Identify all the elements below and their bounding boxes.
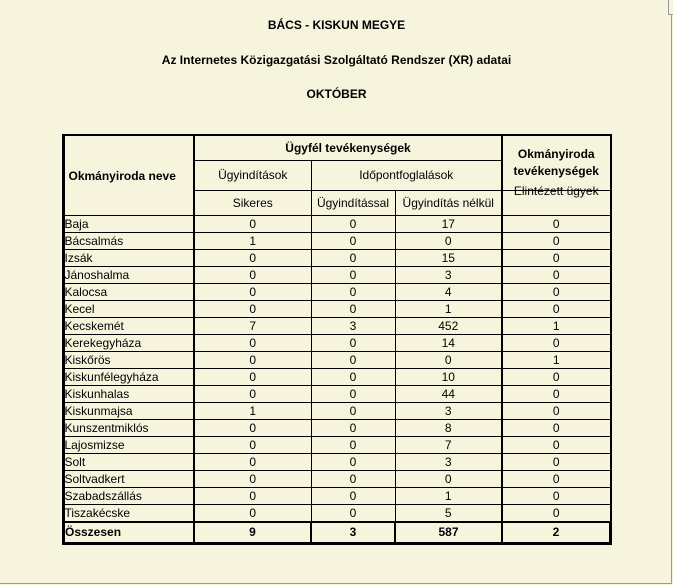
successful-cell: 1 <box>194 403 311 420</box>
successful-cell: 0 <box>194 386 311 403</box>
with-initiation-cell: 0 <box>311 420 395 437</box>
total-with-initiation: 3 <box>311 522 395 543</box>
successful-cell: 7 <box>194 318 311 335</box>
table-row <box>64 335 610 352</box>
completed-cell: 0 <box>502 403 610 420</box>
without-initiation-cell: 3 <box>395 267 502 284</box>
with-initiation-cell: 0 <box>311 471 395 488</box>
office-name-cell: Jánoshalma <box>64 267 194 284</box>
successful-header: Sikeres <box>194 191 311 216</box>
successful-cell: 0 <box>194 488 311 505</box>
page-title: BÁCS - KISKUN MEGYE <box>267 18 406 32</box>
completed-cell: 0 <box>502 233 610 250</box>
with-initiation-cell: 0 <box>311 250 395 267</box>
office-name-cell: Lajosmizse <box>64 437 194 454</box>
table-row <box>64 505 610 523</box>
without-initiation-cell: 0 <box>395 471 502 488</box>
completed-cell: 0 <box>502 284 610 301</box>
successful-cell: 0 <box>194 352 311 369</box>
with-initiation-cell: 0 <box>311 488 395 505</box>
table-row <box>64 437 610 454</box>
successful-cell: 0 <box>194 437 311 454</box>
table-row <box>64 369 610 386</box>
completed-cell: 0 <box>502 420 610 437</box>
successful-cell: 0 <box>194 335 311 352</box>
case-initiations-header: Ügyindítások <box>194 161 311 191</box>
completed-cell: 0 <box>502 216 610 233</box>
table-row <box>64 471 610 488</box>
office-name-cell: Kecel <box>64 301 194 318</box>
successful-cell: 0 <box>194 471 311 488</box>
table-row <box>64 216 610 233</box>
office-name-cell: Kiskunfélegyháza <box>64 369 194 386</box>
client-activities-header: Ügyfél tevékenységek <box>194 136 502 161</box>
without-initiation-cell: 17 <box>395 216 502 233</box>
office-name-cell: Kalocsa <box>64 284 194 301</box>
period-label: OKTÓBER <box>306 87 367 101</box>
office-name-cell: Izsák <box>64 250 194 267</box>
with-initiation-cell: 0 <box>311 233 395 250</box>
office-name-cell: Kiskőrös <box>64 352 194 369</box>
without-initiation-cell: 452 <box>395 318 502 335</box>
with-initiation-cell: 0 <box>311 386 395 403</box>
office-name-cell: Kiskunhalas <box>64 386 194 403</box>
office-name-cell: Soltvadkert <box>64 471 194 488</box>
successful-cell: 0 <box>194 505 311 523</box>
without-initiation-cell: 5 <box>395 505 502 523</box>
with-initiation-cell: 0 <box>311 369 395 386</box>
without-initiation-cell: 1 <box>395 301 502 318</box>
successful-cell: 0 <box>194 284 311 301</box>
completed-cell: 1 <box>502 318 610 335</box>
without-initiation-cell: 10 <box>395 369 502 386</box>
successful-cell: 0 <box>194 301 311 318</box>
total-successful: 9 <box>194 522 311 543</box>
office-name-cell: Tiszakécske <box>64 505 194 523</box>
completed-cell: 0 <box>502 488 610 505</box>
completed-cell: 1 <box>502 352 610 369</box>
with-initiation-cell: 0 <box>311 267 395 284</box>
table-row <box>64 318 610 335</box>
total-completed: 2 <box>502 522 610 543</box>
office-name-header: Okmányiroda neve <box>64 136 194 216</box>
without-initiation-cell: 1 <box>395 488 502 505</box>
with-initiation-cell: 0 <box>311 301 395 318</box>
window-corner <box>668 0 673 15</box>
table-row <box>64 233 610 250</box>
office-name-cell: Kecskemét <box>64 318 194 335</box>
statistics-table <box>63 135 611 544</box>
with-initiation-cell: 0 <box>311 505 395 523</box>
total-without-initiation: 587 <box>395 522 502 543</box>
office-name-cell: Kerekegyháza <box>64 335 194 352</box>
completed-cell: 0 <box>502 267 610 284</box>
total-label: Összesen <box>64 522 194 543</box>
table-row <box>64 403 610 420</box>
table-row <box>64 301 610 318</box>
without-initiation-cell: 7 <box>395 437 502 454</box>
successful-cell: 0 <box>194 216 311 233</box>
completed-cell: 0 <box>502 301 610 318</box>
without-initiation-cell: 3 <box>395 403 502 420</box>
successful-cell: 0 <box>194 420 311 437</box>
successful-cell: 0 <box>194 369 311 386</box>
without-initiation-cell: 0 <box>395 352 502 369</box>
with-initiation-cell: 0 <box>311 216 395 233</box>
completed-cases-header: Elintézett ügyek <box>502 179 610 204</box>
completed-cell: 0 <box>502 437 610 454</box>
office-name-cell: Solt <box>64 454 194 471</box>
without-initiation-cell: 14 <box>395 335 502 352</box>
table-row <box>64 454 610 471</box>
table-row <box>64 267 610 284</box>
office-name-cell: Bácsalmás <box>64 233 194 250</box>
office-name-cell: Szabadszállás <box>64 488 194 505</box>
without-initiation-cell: 8 <box>395 420 502 437</box>
without-initiation-cell: 3 <box>395 454 502 471</box>
without-initiation-header: Ügyindítás nélkül <box>395 191 502 216</box>
completed-cell: 0 <box>502 386 610 403</box>
table-row <box>64 420 610 437</box>
without-initiation-cell: 0 <box>395 233 502 250</box>
appointments-header: Időpontfoglalások <box>311 161 502 191</box>
office-name-cell: Kiskunmajsa <box>64 403 194 420</box>
successful-cell: 0 <box>194 454 311 471</box>
table-row <box>64 352 610 369</box>
without-initiation-cell: 44 <box>395 386 502 403</box>
completed-cell: 0 <box>502 335 610 352</box>
successful-cell: 0 <box>194 267 311 284</box>
office-name-cell: Kunszentmiklós <box>64 420 194 437</box>
with-initiation-cell: 3 <box>311 318 395 335</box>
page-subtitle: Az Internetes Közigazgatási Szolgáltató Rendszer (XR) adatai <box>161 53 512 67</box>
with-initiation-cell: 0 <box>311 284 395 301</box>
table-row <box>64 488 610 505</box>
successful-cell: 0 <box>194 250 311 267</box>
completed-cell: 0 <box>502 369 610 386</box>
office-name-cell: Baja <box>64 216 194 233</box>
completed-cell: 0 <box>502 250 610 267</box>
completed-cell: 0 <box>502 471 610 488</box>
completed-cell: 0 <box>502 505 610 523</box>
completed-cell: 0 <box>502 454 610 471</box>
with-initiation-cell: 0 <box>311 403 395 420</box>
without-initiation-cell: 15 <box>395 250 502 267</box>
with-initiation-header: Ügyindítással <box>311 191 395 216</box>
with-initiation-cell: 0 <box>311 335 395 352</box>
with-initiation-cell: 0 <box>311 437 395 454</box>
table-row <box>64 386 610 403</box>
total-row <box>64 522 610 543</box>
with-initiation-cell: 0 <box>311 454 395 471</box>
without-initiation-cell: 4 <box>395 284 502 301</box>
office-activities-header: Okmányiroda tevékenységek <box>502 136 610 191</box>
with-initiation-cell: 0 <box>311 352 395 369</box>
successful-cell: 1 <box>194 233 311 250</box>
table-row <box>64 284 610 301</box>
table-row <box>64 250 610 267</box>
